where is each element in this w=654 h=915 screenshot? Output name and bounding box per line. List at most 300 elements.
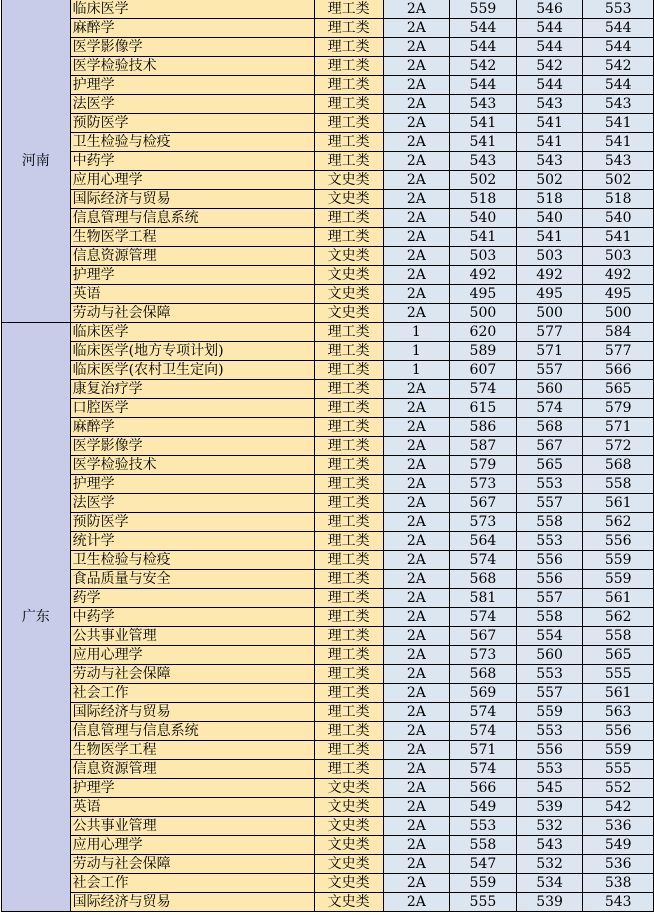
lowest-score-cell: 546 — [516, 0, 583, 19]
average-score-cell: 544 — [583, 76, 654, 95]
table-row — [2, 437, 654, 456]
batch-cell: 2A — [383, 513, 449, 532]
batch-cell: 2A — [383, 399, 449, 418]
lowest-score-cell: 534 — [516, 874, 583, 893]
average-score-cell: 556 — [583, 722, 654, 741]
average-score-cell: 502 — [583, 171, 654, 190]
lowest-score-cell: 558 — [516, 608, 583, 627]
major-cell: 劳动与社会保障 — [70, 855, 314, 874]
lowest-score-cell: 518 — [516, 190, 583, 209]
major-cell: 医学检验技术 — [70, 456, 314, 475]
major-cell: 食品质量与安全 — [70, 570, 314, 589]
batch-cell: 2A — [383, 152, 449, 171]
table-row — [2, 779, 654, 798]
table-row — [2, 741, 654, 760]
table-row — [2, 532, 654, 551]
highest-score-cell: 558 — [450, 836, 517, 855]
lowest-score-cell: 554 — [516, 627, 583, 646]
batch-cell: 2A — [383, 646, 449, 665]
table-row — [2, 513, 654, 532]
table-row — [2, 171, 654, 190]
admission-score-table — [1, 0, 654, 912]
highest-score-cell: 566 — [450, 779, 517, 798]
batch-cell: 2A — [383, 0, 449, 19]
table-row — [2, 0, 654, 19]
major-cell: 社会工作 — [70, 684, 314, 703]
lowest-score-cell: 553 — [516, 665, 583, 684]
lowest-score-cell: 543 — [516, 95, 583, 114]
average-score-cell: 566 — [583, 361, 654, 380]
highest-score-cell: 615 — [450, 399, 517, 418]
highest-score-cell: 569 — [450, 684, 517, 703]
lowest-score-cell: 557 — [516, 494, 583, 513]
average-score-cell: 536 — [583, 855, 654, 874]
major-cell: 卫生检验与检疫 — [70, 133, 314, 152]
highest-score-cell: 547 — [450, 855, 517, 874]
batch-cell: 2A — [383, 684, 449, 703]
table-row — [2, 570, 654, 589]
highest-score-cell: 587 — [450, 437, 517, 456]
major-cell: 社会工作 — [70, 874, 314, 893]
major-cell: 护理学 — [70, 266, 314, 285]
major-cell: 护理学 — [70, 76, 314, 95]
major-cell: 医学影像学 — [70, 437, 314, 456]
table-row — [2, 836, 654, 855]
highest-score-cell: 573 — [450, 513, 517, 532]
major-cell: 康复治疗学 — [70, 380, 314, 399]
average-score-cell: 542 — [583, 57, 654, 76]
average-score-cell: 584 — [583, 323, 654, 342]
lowest-score-cell: 532 — [516, 817, 583, 836]
major-cell: 药学 — [70, 589, 314, 608]
lowest-score-cell: 544 — [516, 76, 583, 95]
major-cell: 国际经济与贸易 — [70, 190, 314, 209]
category-cell: 理工类 — [314, 209, 383, 228]
major-cell: 医学影像学 — [70, 38, 314, 57]
category-cell: 文史类 — [314, 817, 383, 836]
highest-score-cell: 541 — [450, 228, 517, 247]
average-score-cell: 563 — [583, 703, 654, 722]
lowest-score-cell: 557 — [516, 589, 583, 608]
table-row — [2, 798, 654, 817]
category-cell: 理工类 — [314, 589, 383, 608]
highest-score-cell: 579 — [450, 456, 517, 475]
province-cell: 河南 — [2, 0, 71, 323]
category-cell: 理工类 — [314, 722, 383, 741]
batch-cell: 2A — [383, 855, 449, 874]
major-cell: 中药学 — [70, 608, 314, 627]
lowest-score-cell: 500 — [516, 304, 583, 323]
table-row — [2, 494, 654, 513]
batch-cell: 2A — [383, 228, 449, 247]
category-cell: 文史类 — [314, 304, 383, 323]
average-score-cell: 558 — [583, 627, 654, 646]
category-cell: 理工类 — [314, 475, 383, 494]
lowest-score-cell: 544 — [516, 38, 583, 57]
major-cell: 英语 — [70, 798, 314, 817]
lowest-score-cell: 544 — [516, 19, 583, 38]
table-row — [2, 608, 654, 627]
batch-cell: 1 — [383, 361, 449, 380]
lowest-score-cell: 541 — [516, 228, 583, 247]
average-score-cell: 543 — [583, 95, 654, 114]
table-row — [2, 266, 654, 285]
average-score-cell: 565 — [583, 380, 654, 399]
category-cell: 理工类 — [314, 551, 383, 570]
highest-score-cell: 500 — [450, 304, 517, 323]
table-row — [2, 247, 654, 266]
table-row — [2, 304, 654, 323]
table-row — [2, 684, 654, 703]
highest-score-cell: 541 — [450, 114, 517, 133]
major-cell: 生物医学工程 — [70, 228, 314, 247]
major-cell: 国际经济与贸易 — [70, 703, 314, 722]
average-score-cell: 568 — [583, 456, 654, 475]
average-score-cell: 562 — [583, 513, 654, 532]
average-score-cell: 577 — [583, 342, 654, 361]
category-cell: 理工类 — [314, 513, 383, 532]
major-cell: 劳动与社会保障 — [70, 304, 314, 323]
table-row — [2, 456, 654, 475]
lowest-score-cell: 553 — [516, 532, 583, 551]
average-score-cell: 541 — [583, 114, 654, 133]
category-cell: 文史类 — [314, 266, 383, 285]
batch-cell: 2A — [383, 551, 449, 570]
table-row — [2, 817, 654, 836]
highest-score-cell: 502 — [450, 171, 517, 190]
average-score-cell: 556 — [583, 532, 654, 551]
batch-cell: 2A — [383, 665, 449, 684]
batch-cell: 2A — [383, 133, 449, 152]
category-cell: 理工类 — [314, 608, 383, 627]
highest-score-cell: 586 — [450, 418, 517, 437]
highest-score-cell: 581 — [450, 589, 517, 608]
average-score-cell: 538 — [583, 874, 654, 893]
category-cell: 文史类 — [314, 247, 383, 266]
lowest-score-cell: 565 — [516, 456, 583, 475]
table-row — [2, 646, 654, 665]
table-row — [2, 133, 654, 152]
major-cell: 信息管理与信息系统 — [70, 209, 314, 228]
batch-cell: 2A — [383, 570, 449, 589]
table-row — [2, 95, 654, 114]
highest-score-cell: 574 — [450, 722, 517, 741]
lowest-score-cell: 492 — [516, 266, 583, 285]
lowest-score-cell: 553 — [516, 760, 583, 779]
highest-score-cell: 574 — [450, 703, 517, 722]
batch-cell: 2A — [383, 608, 449, 627]
batch-cell: 2A — [383, 760, 449, 779]
batch-cell: 2A — [383, 209, 449, 228]
table-row — [2, 589, 654, 608]
average-score-cell: 561 — [583, 589, 654, 608]
major-cell: 应用心理学 — [70, 646, 314, 665]
major-cell: 信息管理与信息系统 — [70, 722, 314, 741]
lowest-score-cell: 556 — [516, 551, 583, 570]
highest-score-cell: 574 — [450, 380, 517, 399]
batch-cell: 2A — [383, 437, 449, 456]
average-score-cell: 543 — [583, 893, 654, 912]
batch-cell: 2A — [383, 304, 449, 323]
major-cell: 中药学 — [70, 152, 314, 171]
category-cell: 理工类 — [314, 437, 383, 456]
highest-score-cell: 555 — [450, 893, 517, 912]
category-cell: 文史类 — [314, 779, 383, 798]
table-body — [2, 0, 654, 912]
batch-cell: 2A — [383, 190, 449, 209]
lowest-score-cell: 574 — [516, 399, 583, 418]
highest-score-cell: 568 — [450, 665, 517, 684]
average-score-cell: 541 — [583, 228, 654, 247]
category-cell: 文史类 — [314, 893, 383, 912]
average-score-cell: 565 — [583, 646, 654, 665]
category-cell: 理工类 — [314, 646, 383, 665]
average-score-cell: 495 — [583, 285, 654, 304]
lowest-score-cell: 495 — [516, 285, 583, 304]
major-cell: 法医学 — [70, 95, 314, 114]
major-cell: 预防医学 — [70, 513, 314, 532]
table-row — [2, 285, 654, 304]
batch-cell: 2A — [383, 76, 449, 95]
table-row — [2, 114, 654, 133]
average-score-cell: 549 — [583, 836, 654, 855]
lowest-score-cell: 568 — [516, 418, 583, 437]
category-cell: 理工类 — [314, 760, 383, 779]
average-score-cell: 561 — [583, 684, 654, 703]
lowest-score-cell: 545 — [516, 779, 583, 798]
lowest-score-cell: 560 — [516, 380, 583, 399]
batch-cell: 2A — [383, 418, 449, 437]
average-score-cell: 579 — [583, 399, 654, 418]
category-cell: 理工类 — [314, 399, 383, 418]
average-score-cell: 544 — [583, 38, 654, 57]
major-cell: 医学检验技术 — [70, 57, 314, 76]
major-cell: 临床医学(地方专项计划) — [70, 342, 314, 361]
table-row — [2, 228, 654, 247]
major-cell: 麻醉学 — [70, 19, 314, 38]
average-score-cell: 552 — [583, 779, 654, 798]
major-cell: 临床医学 — [70, 323, 314, 342]
highest-score-cell: 574 — [450, 608, 517, 627]
highest-score-cell: 544 — [450, 76, 517, 95]
batch-cell: 2A — [383, 722, 449, 741]
highest-score-cell: 568 — [450, 570, 517, 589]
category-cell: 理工类 — [314, 76, 383, 95]
lowest-score-cell: 540 — [516, 209, 583, 228]
highest-score-cell: 574 — [450, 760, 517, 779]
category-cell: 理工类 — [314, 665, 383, 684]
lowest-score-cell: 541 — [516, 114, 583, 133]
batch-cell: 1 — [383, 323, 449, 342]
category-cell: 理工类 — [314, 57, 383, 76]
highest-score-cell: 573 — [450, 646, 517, 665]
lowest-score-cell: 557 — [516, 361, 583, 380]
category-cell: 理工类 — [314, 228, 383, 247]
category-cell: 理工类 — [314, 323, 383, 342]
highest-score-cell: 567 — [450, 627, 517, 646]
category-cell: 理工类 — [314, 703, 383, 722]
batch-cell: 2A — [383, 703, 449, 722]
major-cell: 预防医学 — [70, 114, 314, 133]
batch-cell: 2A — [383, 874, 449, 893]
highest-score-cell: 559 — [450, 0, 517, 19]
category-cell: 理工类 — [314, 114, 383, 133]
category-cell: 理工类 — [314, 418, 383, 437]
table-row — [2, 855, 654, 874]
average-score-cell: 536 — [583, 817, 654, 836]
lowest-score-cell: 556 — [516, 741, 583, 760]
batch-cell: 2A — [383, 494, 449, 513]
major-cell: 口腔医学 — [70, 399, 314, 418]
average-score-cell: 543 — [583, 152, 654, 171]
highest-score-cell: 574 — [450, 551, 517, 570]
province-cell: 广东 — [2, 323, 71, 912]
batch-cell: 2A — [383, 247, 449, 266]
category-cell: 理工类 — [314, 361, 383, 380]
category-cell: 文史类 — [314, 874, 383, 893]
lowest-score-cell: 571 — [516, 342, 583, 361]
table-row — [2, 38, 654, 57]
major-cell: 应用心理学 — [70, 171, 314, 190]
lowest-score-cell: 556 — [516, 570, 583, 589]
highest-score-cell: 544 — [450, 19, 517, 38]
major-cell: 国际经济与贸易 — [70, 893, 314, 912]
category-cell: 理工类 — [314, 380, 383, 399]
batch-cell: 2A — [383, 589, 449, 608]
category-cell: 文史类 — [314, 836, 383, 855]
batch-cell: 2A — [383, 456, 449, 475]
major-cell: 护理学 — [70, 475, 314, 494]
average-score-cell: 559 — [583, 551, 654, 570]
category-cell: 理工类 — [314, 95, 383, 114]
table-row — [2, 475, 654, 494]
major-cell: 信息资源管理 — [70, 247, 314, 266]
batch-cell: 2A — [383, 779, 449, 798]
table-row — [2, 361, 654, 380]
lowest-score-cell: 543 — [516, 152, 583, 171]
lowest-score-cell: 541 — [516, 133, 583, 152]
category-cell: 文史类 — [314, 285, 383, 304]
table-row — [2, 665, 654, 684]
highest-score-cell: 573 — [450, 475, 517, 494]
category-cell: 理工类 — [314, 342, 383, 361]
major-cell: 统计学 — [70, 532, 314, 551]
category-cell: 理工类 — [314, 494, 383, 513]
average-score-cell: 559 — [583, 741, 654, 760]
table-row — [2, 760, 654, 779]
category-cell: 理工类 — [314, 627, 383, 646]
table-row — [2, 399, 654, 418]
table-row — [2, 19, 654, 38]
average-score-cell: 503 — [583, 247, 654, 266]
lowest-score-cell: 543 — [516, 836, 583, 855]
lowest-score-cell: 557 — [516, 684, 583, 703]
batch-cell: 2A — [383, 836, 449, 855]
batch-cell: 2A — [383, 266, 449, 285]
average-score-cell: 572 — [583, 437, 654, 456]
major-cell: 生物医学工程 — [70, 741, 314, 760]
highest-score-cell: 564 — [450, 532, 517, 551]
average-score-cell: 555 — [583, 665, 654, 684]
lowest-score-cell: 558 — [516, 513, 583, 532]
table-row — [2, 703, 654, 722]
lowest-score-cell: 542 — [516, 57, 583, 76]
average-score-cell: 555 — [583, 760, 654, 779]
category-cell: 理工类 — [314, 0, 383, 19]
batch-cell: 2A — [383, 285, 449, 304]
category-cell: 文史类 — [314, 798, 383, 817]
batch-cell: 2A — [383, 19, 449, 38]
average-score-cell: 544 — [583, 19, 654, 38]
lowest-score-cell: 532 — [516, 855, 583, 874]
category-cell: 理工类 — [314, 38, 383, 57]
category-cell: 理工类 — [314, 133, 383, 152]
highest-score-cell: 607 — [450, 361, 517, 380]
lowest-score-cell: 502 — [516, 171, 583, 190]
major-cell: 麻醉学 — [70, 418, 314, 437]
average-score-cell: 540 — [583, 209, 654, 228]
category-cell: 理工类 — [314, 19, 383, 38]
average-score-cell: 542 — [583, 798, 654, 817]
table-row — [2, 76, 654, 95]
lowest-score-cell: 539 — [516, 893, 583, 912]
category-cell: 理工类 — [314, 570, 383, 589]
average-score-cell: 559 — [583, 570, 654, 589]
category-cell: 文史类 — [314, 855, 383, 874]
average-score-cell: 500 — [583, 304, 654, 323]
highest-score-cell: 620 — [450, 323, 517, 342]
lowest-score-cell: 553 — [516, 475, 583, 494]
table-row — [2, 380, 654, 399]
batch-cell: 2A — [383, 741, 449, 760]
batch-cell: 2A — [383, 380, 449, 399]
highest-score-cell: 503 — [450, 247, 517, 266]
table-row — [2, 893, 654, 912]
highest-score-cell: 553 — [450, 817, 517, 836]
major-cell: 应用心理学 — [70, 836, 314, 855]
batch-cell: 2A — [383, 114, 449, 133]
highest-score-cell: 544 — [450, 38, 517, 57]
average-score-cell: 553 — [583, 0, 654, 19]
lowest-score-cell: 553 — [516, 722, 583, 741]
table-row — [2, 152, 654, 171]
major-cell: 护理学 — [70, 779, 314, 798]
highest-score-cell: 518 — [450, 190, 517, 209]
highest-score-cell: 589 — [450, 342, 517, 361]
average-score-cell: 561 — [583, 494, 654, 513]
highest-score-cell: 541 — [450, 133, 517, 152]
highest-score-cell: 543 — [450, 152, 517, 171]
average-score-cell: 562 — [583, 608, 654, 627]
lowest-score-cell: 503 — [516, 247, 583, 266]
table-row — [2, 627, 654, 646]
category-cell: 理工类 — [314, 456, 383, 475]
major-cell: 临床医学 — [70, 0, 314, 19]
highest-score-cell: 542 — [450, 57, 517, 76]
batch-cell: 2A — [383, 798, 449, 817]
batch-cell: 2A — [383, 532, 449, 551]
category-cell: 理工类 — [314, 684, 383, 703]
average-score-cell: 571 — [583, 418, 654, 437]
average-score-cell: 558 — [583, 475, 654, 494]
highest-score-cell: 571 — [450, 741, 517, 760]
major-cell: 卫生检验与检疫 — [70, 551, 314, 570]
major-cell: 公共事业管理 — [70, 817, 314, 836]
category-cell: 文史类 — [314, 171, 383, 190]
major-cell: 公共事业管理 — [70, 627, 314, 646]
highest-score-cell: 540 — [450, 209, 517, 228]
lowest-score-cell: 539 — [516, 798, 583, 817]
